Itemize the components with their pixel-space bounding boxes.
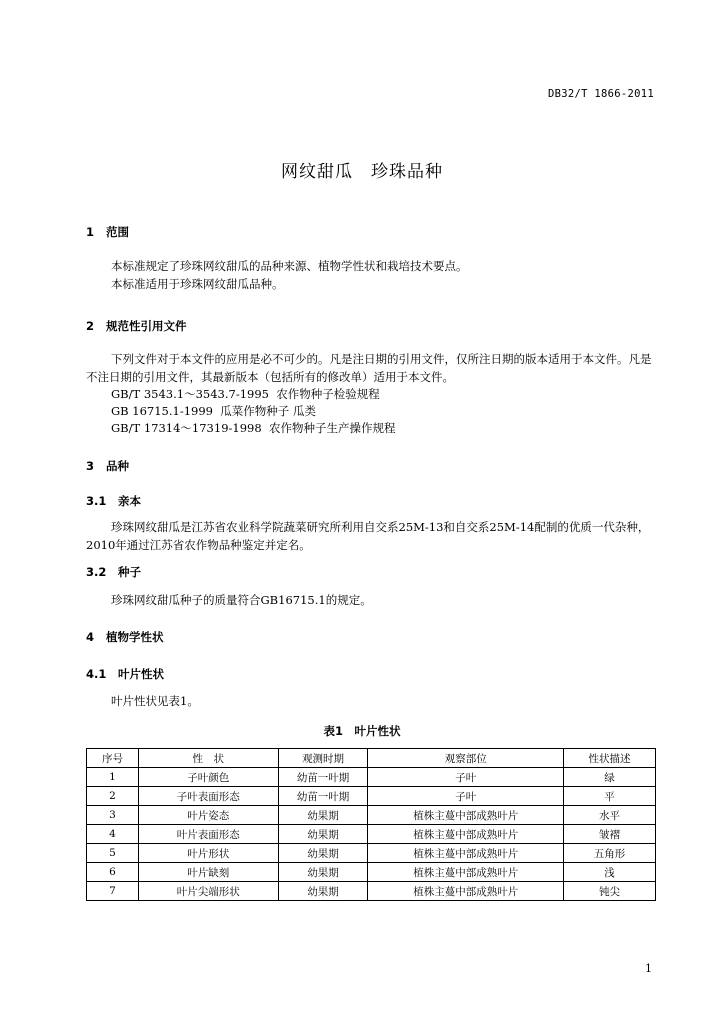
- table-cell: 叶片表面形态: [138, 825, 278, 844]
- reference-item: GB/T 17314～17319-1998 农作物种子生产操作规程: [111, 421, 396, 435]
- table-cell: 子叶颜色: [138, 768, 278, 787]
- table-cell: 子叶表面形态: [138, 787, 278, 806]
- table-cell: 叶片缺刻: [138, 863, 278, 882]
- table-cell: 叶片姿态: [138, 806, 278, 825]
- section-1-heading: [86, 224, 129, 240]
- table-cell: 植株主蔓中部成熟叶片: [368, 806, 564, 825]
- reference-item: GB 16715.1-1999 瓜菜作物种子 瓜类: [111, 404, 316, 418]
- section-4-heading: [86, 629, 164, 645]
- table-cell: 植株主蔓中部成熟叶片: [368, 844, 564, 863]
- section-4-1-paragraph: 叶片性状见表1。: [111, 694, 199, 708]
- section-number: 1: [86, 225, 95, 239]
- section-1-paragraph-1: 本标准规定了珍珠网纹甜瓜的品种来源、植物学性状和栽培技术要点。: [111, 259, 468, 273]
- table-cell: 4: [87, 825, 139, 844]
- table-header-cell: 性 状: [138, 749, 278, 768]
- table-cell: 1: [87, 768, 139, 787]
- document-title: 网纹甜瓜 珍珠品种: [281, 162, 443, 182]
- table-header-cell: 序号: [87, 749, 139, 768]
- table-cell: 子叶: [368, 787, 564, 806]
- table-cell: 叶片形状: [138, 844, 278, 863]
- table-row: [87, 863, 656, 882]
- section-2-heading: [86, 318, 187, 334]
- table-cell: 子叶: [368, 768, 564, 787]
- table-cell: 钝尖: [564, 882, 656, 901]
- leaf-traits-table: [86, 748, 656, 901]
- section-title: 亲本: [118, 494, 141, 508]
- table-cell: 植株主蔓中部成熟叶片: [368, 863, 564, 882]
- table-cell: 7: [87, 882, 139, 901]
- standard-code: DB32/T 1866-2011: [548, 88, 654, 100]
- section-number: 3.2: [86, 565, 107, 579]
- section-title: 种子: [118, 565, 141, 579]
- section-number: 4.1: [86, 667, 107, 681]
- table-cell: 幼果期: [278, 844, 368, 863]
- table-cell: 3: [87, 806, 139, 825]
- table-cell: 植株主蔓中部成熟叶片: [368, 825, 564, 844]
- section-3-1-heading: [86, 493, 141, 509]
- section-title: 品种: [106, 459, 129, 473]
- table-header-cell: 观测时期: [278, 749, 368, 768]
- table-cell: 幼苗一叶期: [278, 768, 368, 787]
- table-cell: 幼果期: [278, 825, 368, 844]
- section-1-paragraph-2: 本标准适用于珍珠网纹甜瓜品种。: [111, 277, 284, 291]
- table-cell: 五角形: [564, 844, 656, 863]
- section-3-2-heading: [86, 564, 141, 580]
- table-cell: 5: [87, 844, 139, 863]
- section-3-1-paragraph: 珍珠网纹甜瓜是江苏省农业科学院蔬菜研究所利用自交系25M-13和自交系25M-14配制的优质一代杂种，2010年通过江苏省农作物品种鉴定并定名。: [86, 520, 650, 552]
- table-row: [87, 844, 656, 863]
- section-title: 植物学性状: [106, 630, 164, 644]
- reference-item: GB/T 3543.1～3543.7-1995 农作物种子检验规程: [111, 387, 380, 401]
- table-cell: 植株主蔓中部成熟叶片: [368, 882, 564, 901]
- table-row: [87, 806, 656, 825]
- section-4-1-heading: [86, 666, 164, 682]
- section-3-heading: [86, 458, 129, 474]
- table-cell: 幼果期: [278, 863, 368, 882]
- table-caption: 表1 叶片性状: [323, 724, 401, 738]
- table-row: [87, 825, 656, 844]
- table-cell: 绿: [564, 768, 656, 787]
- section-title: 规范性引用文件: [106, 319, 187, 333]
- table-cell: 平: [564, 787, 656, 806]
- table-header-row: [87, 749, 656, 768]
- section-number: 3.1: [86, 494, 107, 508]
- page-number: 1: [645, 962, 652, 975]
- table-cell: 幼果期: [278, 806, 368, 825]
- table-header-cell: 观察部位: [368, 749, 564, 768]
- table-cell: 幼苗一叶期: [278, 787, 368, 806]
- table-cell: 幼果期: [278, 882, 368, 901]
- table-cell: 6: [87, 863, 139, 882]
- table-header-cell: 性状描述: [564, 749, 656, 768]
- section-title: 叶片性状: [118, 667, 164, 681]
- section-number: 2: [86, 319, 95, 333]
- table-cell: 叶片尖端形状: [138, 882, 278, 901]
- section-2-paragraph: 下列文件对于本文件的应用是必不可少的。凡是注日期的引用文件，仅所注日期的版本适用于本文件。凡是不注日期的引用文件，其最新版本（包括所有的修改单）适用于本文件。: [86, 352, 652, 384]
- table-cell: 2: [87, 787, 139, 806]
- table-cell: 浅: [564, 863, 656, 882]
- table-row: [87, 882, 656, 901]
- table-cell: 皱褶: [564, 825, 656, 844]
- section-3-2-paragraph: 珍珠网纹甜瓜种子的质量符合GB16715.1的规定。: [111, 593, 372, 607]
- table-row: [87, 768, 656, 787]
- table-row: [87, 787, 656, 806]
- table-cell: 水平: [564, 806, 656, 825]
- section-number: 4: [86, 630, 95, 644]
- section-number: 3: [86, 459, 95, 473]
- section-title: 范围: [106, 225, 129, 239]
